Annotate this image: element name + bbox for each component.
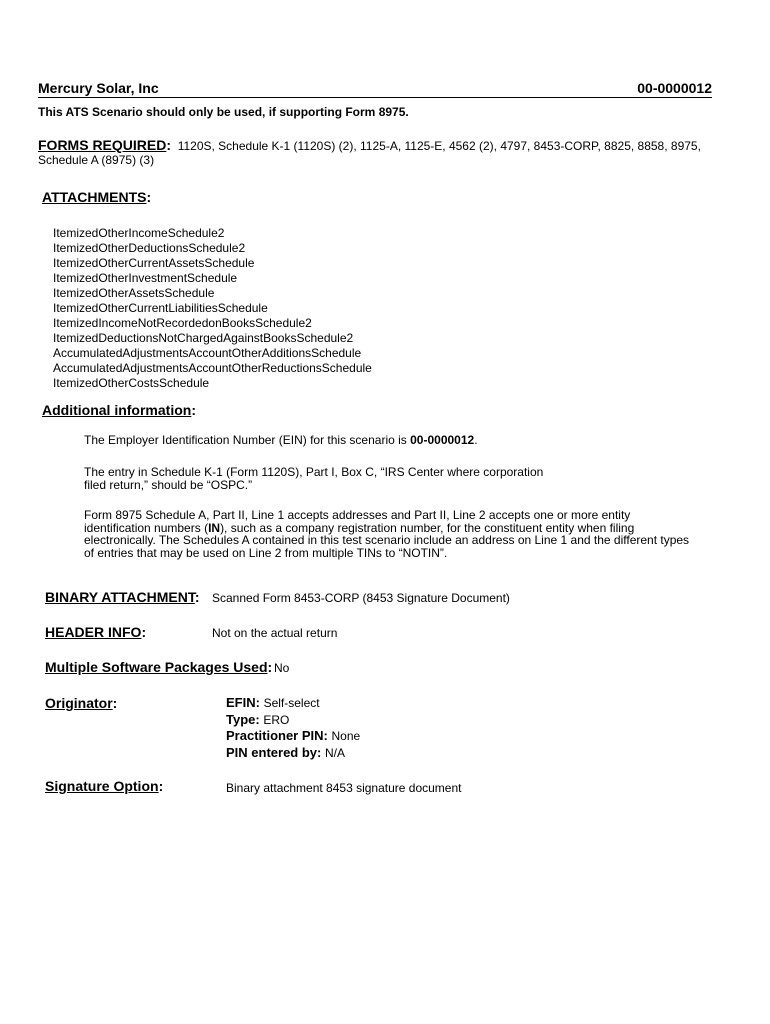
list-item: ItemizedOtherIncomeSchedule2 — [53, 226, 225, 240]
form8975-paragraph-text: Form 8975 Schedule A, Part II, Line 1 accepts addresses and Part II, Line 2 accepts one or more entity identification numbers ( — [84, 508, 631, 535]
forms-required-value: 1120S, Schedule K-1 (1120S) (2), 1125-A, 1125-E, 4562 (2), 4797, 8453-CORP, 8825, 8858, 8975, Schedule A (8975) (3) — [38, 139, 701, 167]
list-item: AccumulatedAdjustmentsAccountOtherReductionsSchedule — [53, 361, 372, 375]
list-item: ItemizedIncomeNotRecordedonBooksSchedule2 — [53, 316, 312, 330]
k1-paragraph-line2: filed return,” should be “OSPC.” — [84, 477, 253, 492]
attachments-title: ATTACHMENTS — [42, 189, 147, 205]
binary-attachment-label-text: BINARY ATTACHMENT — [45, 589, 195, 605]
ein-paragraph — [84, 434, 478, 447]
efin-label: EFIN: — [226, 695, 260, 710]
k1-paragraph — [84, 466, 543, 491]
ein-number: 00-0000012 — [637, 80, 712, 96]
type-label: Type: — [226, 711, 260, 727]
signature-option-label — [45, 778, 163, 794]
form8975-paragraph-end: ), such as a company registration number, for the constituent entity when filing electronically. The Schedules A contained in this test scenario include an address on Line 1 and the different types of entries that may be used on Line 2 from multiple TINs to “NOTIN”. — [84, 520, 690, 560]
practitioner-pin-row — [226, 728, 360, 745]
type-row — [226, 712, 360, 729]
additional-info-heading — [42, 402, 196, 418]
originator-colon: : — [112, 695, 118, 711]
forms-required-section — [38, 138, 728, 167]
practitioner-pin-label: Practitioner PIN: — [226, 728, 328, 743]
list-item: ItemizedOtherCurrentAssetsSchedule — [53, 256, 255, 270]
header-info-colon: : — [141, 624, 147, 640]
originator-label-text: Originator — [45, 695, 113, 711]
binary-attachment-label — [45, 589, 200, 605]
k1-paragraph-line1: The entry in Schedule K-1 (Form 1120S), Part I, Box C, “IRS Center where corporation — [84, 465, 544, 479]
list-item: AccumulatedAdjustmentsAccountOtherAdditionsSchedule — [53, 346, 362, 360]
multiple-software-label — [45, 659, 272, 675]
scenario-note: This ATS Scenario should only be used, if supporting Form 8975. — [38, 105, 409, 119]
binary-attachment-value: Scanned Form 8453-CORP (8453 Signature Document) — [212, 591, 510, 605]
attachments-list — [53, 226, 372, 391]
efin-value: Self-select — [263, 696, 320, 710]
forms-required-colon: : — [166, 137, 172, 153]
list-item: ItemizedOtherDeductionsSchedule2 — [53, 241, 246, 255]
pin-entered-value: N/A — [324, 745, 345, 760]
pin-entered-label: PIN entered by: — [226, 744, 322, 760]
list-item: ItemizedOtherInvestmentSchedule — [53, 271, 238, 285]
pin-entered-row — [226, 745, 360, 762]
document-header — [38, 79, 712, 98]
header-info-value: Not on the actual return — [212, 626, 338, 640]
header-info-label — [45, 624, 146, 640]
attachments-heading — [42, 189, 151, 205]
binary-attachment-colon: : — [194, 589, 200, 605]
multiple-software-value: No — [274, 661, 290, 675]
form8975-paragraph-bold: IN — [208, 520, 221, 535]
practitioner-pin-value: None — [331, 729, 361, 743]
company-name: Mercury Solar, Inc — [38, 80, 159, 96]
forms-required-label: FORMS REQUIRED — [38, 137, 167, 153]
signature-option-colon: : — [158, 778, 164, 794]
additional-info-title: Additional information — [42, 402, 192, 418]
list-item: ItemizedOtherAssetsSchedule — [53, 286, 215, 300]
ein-paragraph-end: . — [474, 433, 478, 447]
header-info-label-text: HEADER INFO — [45, 624, 142, 640]
ein-paragraph-value: 00-0000012 — [410, 433, 475, 447]
attachments-colon: : — [146, 189, 152, 205]
originator-details — [226, 695, 360, 761]
additional-info-colon: : — [191, 402, 196, 418]
list-item: ItemizedOtherCostsSchedule — [53, 376, 210, 390]
originator-label — [45, 695, 117, 711]
multiple-software-colon: : — [267, 659, 273, 675]
form8975-paragraph — [84, 509, 694, 559]
ein-paragraph-text: The Employer Identification Number (EIN) for this scenario is — [84, 433, 411, 447]
signature-option-value: Binary attachment 8453 signature document — [226, 781, 462, 795]
type-value: ERO — [263, 712, 290, 727]
efin-row — [226, 695, 360, 712]
multiple-software-label-text: Multiple Software Packages Used — [45, 659, 268, 675]
signature-option-label-text: Signature Option — [45, 778, 159, 794]
list-item: ItemizedOtherCurrentLiabilitiesSchedule — [53, 301, 268, 315]
list-item: ItemizedDeductionsNotChargedAgainstBooksSchedule2 — [53, 331, 354, 345]
